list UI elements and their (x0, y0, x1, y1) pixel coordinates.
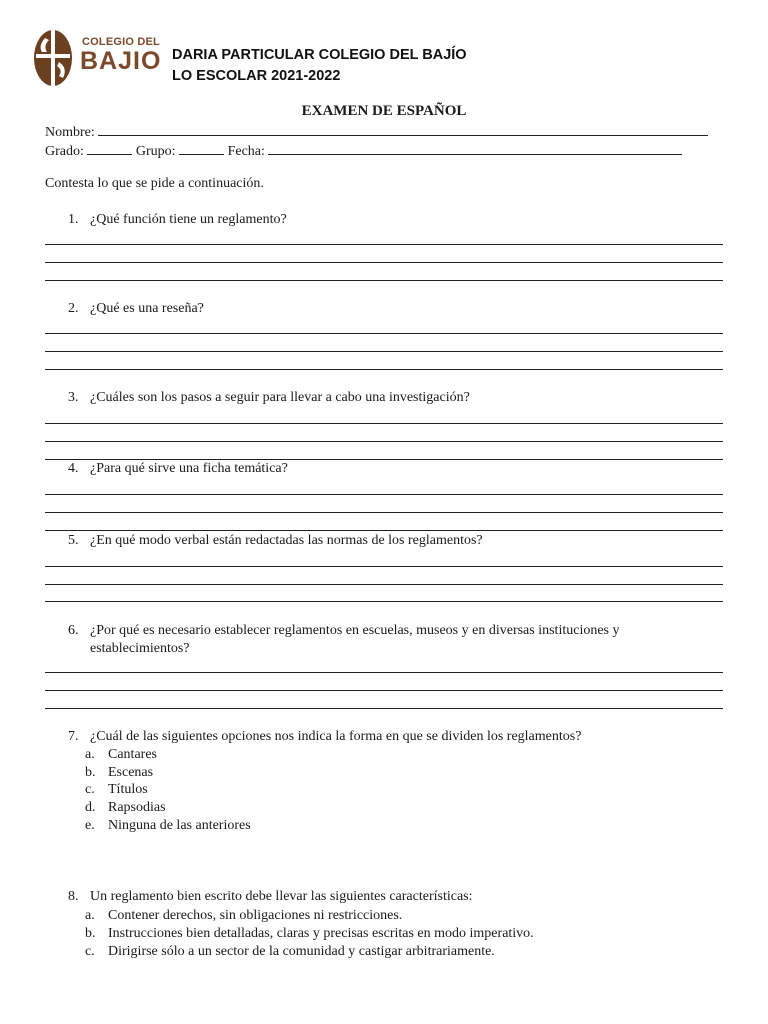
question-text: ¿Para qué sirve una ficha temática? (90, 461, 288, 476)
grupo-label: Grupo: (135, 144, 176, 159)
answer-line[interactable] (45, 333, 723, 334)
answer-line[interactable] (45, 244, 723, 245)
option-text[interactable]: Escenas (108, 765, 154, 780)
logo-small-text: COLEGIO DEL (82, 36, 160, 48)
answer-line[interactable] (45, 708, 723, 709)
exam-title: EXAMEN DE ESPAÑOL (301, 103, 467, 119)
question-text: ¿En qué modo verbal están redactadas las normas de los reglamentos? (90, 533, 483, 548)
answer-line[interactable] (45, 262, 723, 263)
answer-line[interactable] (45, 601, 723, 602)
answer-line[interactable] (45, 369, 723, 370)
answer-line[interactable] (45, 351, 723, 352)
school-logo-emblem-icon (32, 28, 78, 88)
option-text[interactable]: Cantares (108, 747, 157, 762)
answer-line[interactable] (45, 566, 723, 567)
option-letter: d. (85, 800, 96, 815)
nombre-label: Nombre: (45, 125, 95, 140)
answer-line[interactable] (45, 690, 723, 691)
school-name-heading: DARIA PARTICULAR COLEGIO DEL BAJÍO (172, 47, 467, 63)
option-text[interactable]: Contener derechos, sin obligaciones ni restricciones. (108, 908, 403, 923)
school-logo (32, 28, 172, 88)
fecha-blank[interactable] (268, 141, 682, 155)
question-text: ¿Qué función tiene un reglamento? (90, 212, 287, 227)
option-text[interactable]: Rapsodias (108, 800, 166, 815)
answer-line[interactable] (45, 441, 723, 442)
question-text: Un reglamento bien escrito debe llevar las siguientes características: (90, 889, 473, 904)
question-text: ¿Cuál de las siguientes opciones nos indica la forma en que se dividen los reglamentos? (90, 729, 582, 744)
answer-line[interactable] (45, 512, 723, 513)
question-text: ¿Por qué es necesario establecer reglamentos en escuelas, museos y en diversas instituciones y (90, 623, 620, 638)
logo-main-text: BAJIO (80, 47, 162, 75)
option-letter: a. (85, 747, 95, 762)
option-letter: a. (85, 908, 95, 923)
option-letter: c. (85, 782, 95, 797)
nombre-row (45, 122, 708, 141)
option-text[interactable]: Ninguna de las anteriores (108, 818, 251, 833)
grado-row (45, 141, 682, 160)
instructions: Contesta lo que se pide a continuación. (45, 176, 264, 191)
question-number: 7. (68, 729, 79, 744)
option-letter: e. (85, 818, 95, 833)
option-text[interactable]: Instrucciones bien detalladas, claras y precisas escritas en modo imperativo. (108, 926, 534, 941)
grupo-blank[interactable] (179, 141, 224, 155)
option-text[interactable]: Dirigirse sólo a un sector de la comunidad y castigar arbitrariamente. (108, 944, 495, 959)
question-number: 4. (68, 461, 79, 476)
question-number: 5. (68, 533, 79, 548)
school-year-heading: LO ESCOLAR 2021-2022 (172, 68, 341, 84)
answer-line[interactable] (45, 494, 723, 495)
answer-line[interactable] (45, 672, 723, 673)
answer-line[interactable] (45, 584, 723, 585)
answer-line[interactable] (45, 423, 723, 424)
question-text-continued: establecimientos? (90, 641, 190, 656)
question-text: ¿Cuáles son los pasos a seguir para llevar a cabo una investigación? (90, 390, 470, 405)
question-number: 1. (68, 212, 79, 227)
question-number: 6. (68, 623, 79, 638)
nombre-blank[interactable] (98, 122, 708, 136)
fecha-label: Fecha: (227, 144, 265, 159)
grado-label: Grado: (45, 144, 84, 159)
question-number: 3. (68, 390, 79, 405)
answer-line[interactable] (45, 280, 723, 281)
answer-line[interactable] (45, 459, 723, 460)
option-letter: b. (85, 765, 96, 780)
question-text: ¿Qué es una reseña? (90, 301, 204, 316)
option-text[interactable]: Títulos (108, 782, 148, 797)
option-letter: b. (85, 926, 96, 941)
question-number: 2. (68, 301, 79, 316)
question-number: 8. (68, 889, 79, 904)
answer-line[interactable] (45, 530, 723, 531)
option-letter: c. (85, 944, 95, 959)
grado-blank[interactable] (87, 141, 132, 155)
